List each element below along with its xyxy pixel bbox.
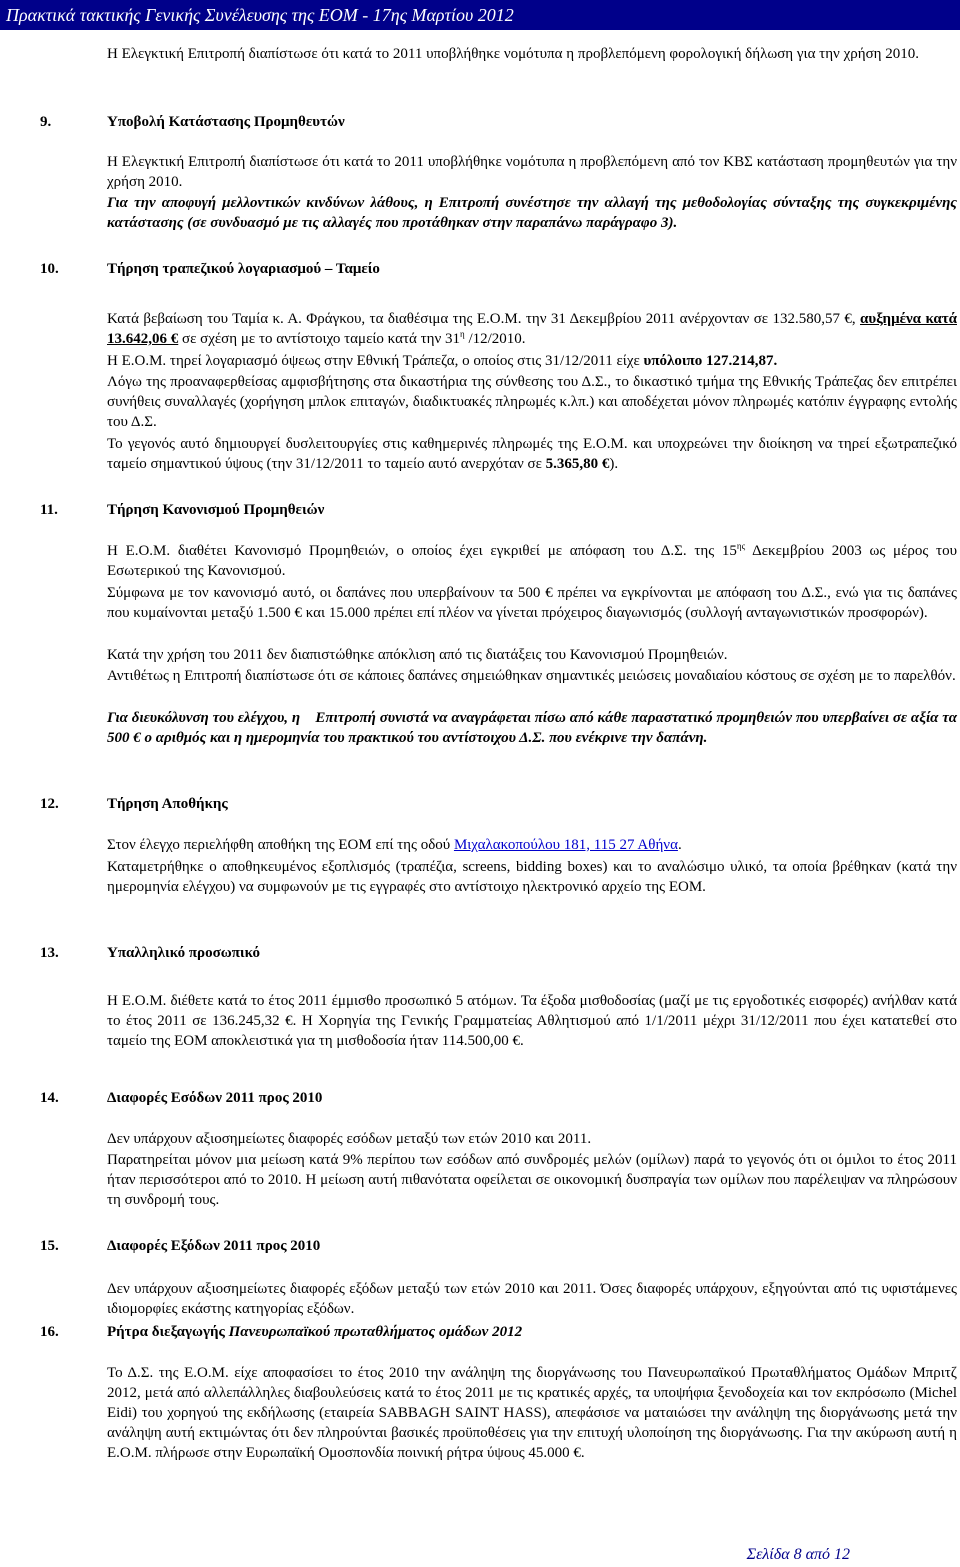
section-12-number: 12. xyxy=(40,796,59,812)
section-16-title xyxy=(107,1322,522,1342)
s10-p1-text-a: Κατά βεβαίωση του Ταμία κ. Α. Φράγκου, τα διαθέσιμα της Ε.Ο.Μ. την 31 Δεκεμβρίου 2011 ανέρχονταν σε 132.580,57 €, xyxy=(107,311,861,327)
section-10-paragraph-2 xyxy=(107,351,957,371)
s10-p2-balance: υπόλοιπο 127.214,87. xyxy=(643,353,778,369)
s10-p1-sup: η xyxy=(460,329,465,339)
section-14-paragraph-1: Δεν υπάρχουν αξιοσημείωτες διαφορές εσόδων μεταξύ των ετών 2010 και 2011. xyxy=(107,1131,592,1147)
section-11-number: 11. xyxy=(40,502,58,518)
section-15-paragraph-1: Δεν υπάρχουν αξιοσημείωτες διαφορές εξόδων μεταξύ των ετών 2010 και 2011. Όσες διαφορές υπάρχουν, εξηγούνται από τις υφιστάμενες ιδιομορφίες εκάστης κατηγορίας εξόδων. xyxy=(107,1281,957,1317)
section-10-number: 10. xyxy=(40,261,59,277)
section-9-paragraph-1: Η Ελεγκτική Επιτροπή διαπίστωσε ότι κατά το 2011 υποβλήθηκε νομότυπα η προβλεπόμενη από τον ΚΒΣ κατάσταση προμηθευτών για την χρήση 2010. xyxy=(107,154,957,190)
section-13-number: 13. xyxy=(40,945,59,961)
section-11-paragraph-3: Κατά την χρήση του 2011 δεν διαπιστώθηκε απόκλιση από τις διατάξεις του Κανονισμού Προμηθειών. xyxy=(107,647,728,663)
section-12-title: Τήρηση Αποθήκης xyxy=(107,796,228,812)
section-9-number: 9. xyxy=(40,114,52,130)
intro-paragraph: Η Ελεγκτική Επιτροπή διαπίστωσε ότι κατά το 2011 υποβλήθηκε νομότυπα η προβλεπόμενη φορολογική δήλωση για την χρήση 2010. xyxy=(107,46,919,62)
section-10-paragraph-3: Λόγω της προαναφερθείσας αμφισβήτησης στα δικαστήρια της σύνθεσης του Δ.Σ., το δικαστικό τμήμα της Εθνικής Τράπεζας δεν επιτρέπει συνήθεις συναλλαγές (χορήγηση μπλοκ επιταγών, διαδικτυακές πληρωμές κ.λπ.) και αποδέχεται μόνον πληρωμές κατόπιν έγγραφης εντολής του Δ.Σ. xyxy=(107,374,957,430)
section-12-paragraph-1 xyxy=(107,835,957,855)
s10-p1-text-d: /12/2010. xyxy=(464,331,526,347)
page-header: Πρακτικά τακτικής Γενικής Συνέλευσης της ΕΟΜ - 17ης Μαρτίου 2012 xyxy=(0,0,960,30)
section-9-title: Υποβολή Κατάστασης Προμηθευτών xyxy=(107,114,345,130)
section-14-paragraph-2: Παρατηρείται μόνον μια μείωση κατά 9% περίπου των εσόδων από συνδρομές μελών (ομίλων) παρά το γεγονός ότι οι όμιλοι το έτος 2011 ήταν περισσότεροι από το 2010. Η μείωση αυτή πιθανότατα οφείλεται σε οικονομική δυσπραγία των ομίλων που παρέλειψαν να πληρώσουν τη συνδρομή τους. xyxy=(107,1152,957,1208)
section-10-title: Τήρηση τραπεζικού λογαριασμού – Ταμείο xyxy=(107,261,380,277)
section-11-paragraph-4: Αντιθέτως η Επιτροπή διαπίστωσε ότι σε κάποιες δαπάνες σημειώθηκαν σημαντικές μειώσεις μοναδιαίου κόστους σε σχέση με το παρελθόν. xyxy=(107,668,956,684)
section-13-paragraph-1: Η Ε.Ο.Μ. διέθετε κατά το έτος 2011 έμμισθο προσωπικό 5 ατόμων. Τα έξοδα μισθοδοσίας (μαζί με τις εργοδοτικές εισφορές) ανήλθαν κατά το έτος 2011 σε 136.245,32 €. Η Χορηγία της Γενικής Γραμματείας Αθλητισμού από 1/1/2011 μέχρι 31/12/2011 που έχει κατατεθεί στο ταμείο της ΕΟΜ αποκλειστικά για τη μισθοδοσία ήταν 114.500,00 €. xyxy=(107,993,957,1049)
section-14-number: 14. xyxy=(40,1090,59,1106)
section-10-paragraph-4 xyxy=(107,434,957,474)
address-link[interactable]: Μιχαλακοπούλου 181, 115 27 Αθήνα xyxy=(453,837,678,853)
section-11-paragraph-2: Σύμφωνα με τον κανονισμό αυτό, οι δαπάνες που υπερβαίνουν τα 500 € πρέπει να εγκρίνονται με απόφαση του Δ.Σ., ενώ για τις δαπάνες που κυμαίνονται μεταξύ 1.500 € και 15.000 πρέπει επί πλέον να γίνεται πρόχειρος διαγωνισμός (συλλογή ανταγωνιστικών προσφορών). xyxy=(107,585,957,621)
section-9-paragraph-2: Για την αποφυγή μελλοντικών κινδύνων λάθους, η Επιτροπή συνέστησε την αλλαγή της μεθοδολογίας σύνταξης της συγκεκριμένης κατάστασης (σε συνδυασμό με τις αλλαγές που προτάθηκαν στην παραπάνω παράγραφο 3). xyxy=(107,195,957,231)
s16-title-b: Πανευρωπαϊκού πρωταθλήματος ομάδων 2012 xyxy=(228,1324,523,1340)
section-16-paragraph-1: Το Δ.Σ. της Ε.Ο.Μ. είχε αποφασίσει το έτος 2010 την ανάληψη της διοργάνωσης του Πανευρωπαϊκού Πρωταθλήματος Ομάδων Μπριτζ 2012, μετά από αλλεπάλληλες διαβουλεύσεις κατά το έτος 2011 με τις κρατικές αρχές, τα υποψήφια ξενοδοχεία και τον εκπρόσωπο (Michel Eidi) του χορηγού της εκδήλωσης (εταιρεία SABBAGH SAINT HASS), απεφάσισε να ματαιώσει την ανάληψη της διοργάνωσης μετά την ανάληψη αυτή εκτιμώντας ότι δεν πληρούνται βασικές προϋποθέσεις για την επιτυχή υλοποίηση της διοργάνωσης. Για την ακύρωση αυτή η Ε.Ο.Μ. πλήρωσε στην Ευρωπαϊκή Ομοσπονδία ποινική ρήτρα ύψους 45.000 €. xyxy=(107,1365,957,1461)
section-11-title: Τήρηση Κανονισμού Προμηθειών xyxy=(107,502,325,518)
page-footer: Σελίδα 8 από 12 xyxy=(746,1546,850,1563)
s11-p1-text-a: Η Ε.Ο.Μ. διαθέτει Κανονισμό Προμηθειών, ο οποίος έχει εγκριθεί με απόφαση του Δ.Σ. της 15 xyxy=(107,543,737,559)
s10-p2-text-a: Η Ε.Ο.Μ. τηρεί λογαριασμό όψεως στην Εθνική Τράπεζα, ο οποίος στις 31/12/2011 είχε xyxy=(107,353,644,369)
s12-p1-text-b: . xyxy=(677,837,682,853)
section-15-title: Διαφορές Εξόδων 2011 προς 2010 xyxy=(107,1238,321,1254)
s10-p4-text-c: ). xyxy=(609,456,619,472)
s16-title-a: Ρήτρα διεξαγωγής xyxy=(107,1324,229,1340)
s10-p4-amount: 5.365,80 € xyxy=(545,456,610,472)
s10-p4-text-a: Το γεγονός αυτό δημιουργεί δυσλειτουργίες στις καθημερινές πληρωμές της Ε.Ο.Μ. και υποχρεώνει την διοίκηση να τηρεί εξωτραπεζικό ταμείο σημαντικού ύψους (την 31/12/2011 το ταμείο αυτό ανερχόταν σε xyxy=(107,436,957,472)
s11-p1-sup: ης xyxy=(736,541,746,551)
s10-p1-text-c: σε σχέση με το αντίστοιχο ταμείο κατά την 31 xyxy=(178,331,460,347)
section-14-title: Διαφορές Εσόδων 2011 προς 2010 xyxy=(107,1090,323,1106)
s11-p5-text-a: Για διευκόλυνση του ελέγχου, η xyxy=(107,710,301,726)
s11-p1-text-b: Δεκεμβρίου 2003 ως μέρος του Εσωτερικού της Κανονισμού. xyxy=(107,543,957,579)
section-11-paragraph-1 xyxy=(107,541,957,581)
s10-p1-increase: αυξημένα κατά 13.642,06 € xyxy=(107,311,957,347)
section-16-number: 16. xyxy=(40,1324,59,1340)
s12-p1-text-a: Στον έλεγχο περιελήφθη αποθήκη της ΕΟΜ επί της οδού xyxy=(107,837,454,853)
section-12-paragraph-2: Καταμετρήθηκε ο αποθηκευμένος εξοπλισμός (τραπέζια, screens, bidding boxes) και το αναλώσιμο υλικό, τα οποία βρέθηκαν (κατά την ημερομηνία ελέγχου) να συμφωνούν με τις εγγραφές στο αντίστοιχο ηλεκτρονικό αρχείο της ΕΟΜ. xyxy=(107,859,957,895)
section-11-paragraph-5 xyxy=(107,708,957,748)
section-10-paragraph-1 xyxy=(107,309,957,349)
section-13-title: Υπαλληλικό προσωπικό xyxy=(107,945,260,961)
s11-p5-text-b: Επιτροπή συνιστά να αναγράφεται πίσω από κάθε παραστατικό προμηθειών που υπερβαίνει σε αξία τα 500 € ο αριθμός και η ημερομηνία του πρακτικού του αντίστοιχου Δ.Σ. που ενέκρινε την δαπάνη. xyxy=(107,710,957,746)
section-15-number: 15. xyxy=(40,1238,59,1254)
